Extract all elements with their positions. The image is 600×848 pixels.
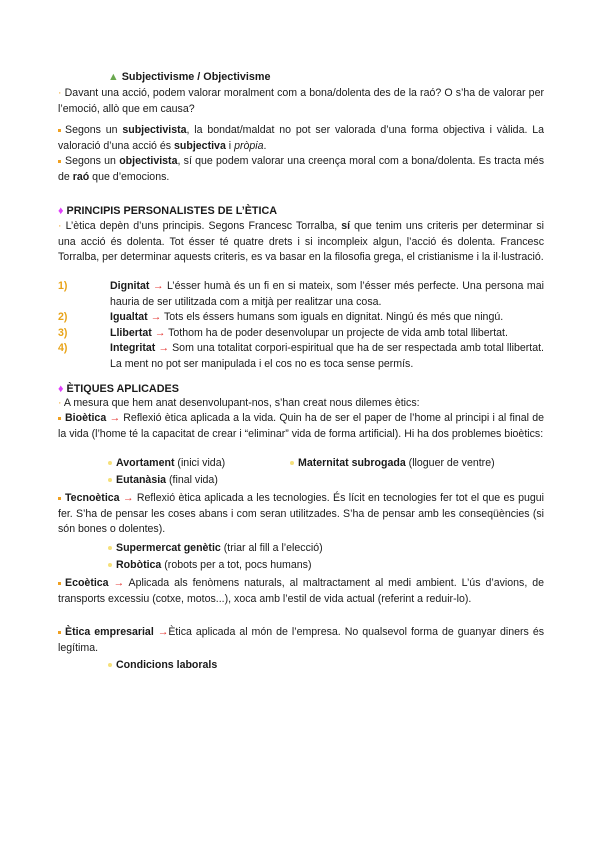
tecnoetica-paragraph: Tecnoètica → Reflexió ètica aplicada a les tecnologies. És lícit en tecnologies fer tot el que es pugui fer. S’ha de pensar les coses abans i com seran utilitzades. S’ha de pensar amb les conseqüències (si són bones o dolentes). — [58, 492, 544, 535]
principle-item: 1) Dignitat → L’ésser humà és un fi en si mateix, som l’ésser més perfecte. Una persona mai hauria de ser utilitzada com a mitjà per realitzar una cosa. — [58, 280, 544, 308]
tec-item: Robòtica (robots per a tot, pocs humans) — [108, 558, 311, 574]
principis-intro: · L’ètica depèn d’uns principis. Segons Francesc Torralba, sí que tenim uns criteris per determinar si una acció és dolenta. Tot ésser té quatre drets i si incompleix algun, l’acció és dolenta. Francesc Torralba, per determinar aquests criteris, es va basar en la filosofia grega, el cristianisme i la il·lustració. — [58, 220, 544, 263]
heading-text: PRINCIPIS PERSONALISTES DE L’ÈTICA — [66, 205, 278, 217]
subjectivist-paragraph: Segons un subjectivista, la bondat/maldat no pot ser valorada d’una forma objectiva i vàlida. La valoració d’una acció és subjectiva i pròpia. — [58, 124, 544, 152]
triangle-icon: ▲ — [108, 71, 119, 83]
bio-item: Eutanàsia (final vida) — [108, 473, 218, 489]
bioetica-paragraph: Bioètica → Reflexió ètica aplicada a la vida. Quin ha de ser el paper de l’home al principi i al final de la vida (l’home té la capacitat de crear i “eliminar” vida de forma artificial). Hi ha dos problemes bioètics: — [58, 412, 544, 440]
intro-paragraph: · Davant una acció, podem valorar moralment com a bona/dolenta des de la raó? O s’ha de valorar per l’emoció, allò que em causa? — [58, 87, 544, 115]
empresarial-paragraph: Ètica empresarial →Ètica aplicada al món de l’empresa. No qualsevol forma de guanyar diners és legítima. — [58, 626, 545, 654]
bullet-icon — [108, 563, 112, 567]
principles-list — [58, 279, 544, 372]
bullet-icon — [58, 631, 61, 634]
principle-item: 2) Igualtat → Tots els éssers humans som iguals en dignitat. Ningú és més que ningú. — [58, 311, 504, 323]
bullet-icon — [108, 546, 112, 550]
objectivist-paragraph: Segons un objectivista, sí que podem valorar una creença moral com a bona/dolenta. Es tracta més de raó que d’emocions. — [58, 155, 544, 183]
bullet-icon — [58, 582, 61, 585]
bullet-icon — [58, 160, 61, 163]
bullet-icon — [58, 497, 61, 500]
emp-item: Condicions laborals — [108, 658, 217, 674]
bullet-icon — [290, 461, 294, 465]
tec-item: Supermercat genètic (triar al fill a l’elecció) — [108, 541, 323, 557]
bullet-icon — [58, 417, 61, 420]
ecoetica-paragraph: Ecoètica → Aplicada als fenòmens naturals, al maltractament al medi ambient. L’ús d’avions, de transports excessiu (cotxe, motos...), xoca amb l’estil de vida actual (referint a reduir-lo). — [58, 577, 545, 605]
principle-item: 3) Llibertat → Tothom ha de poder desenvolupar un projecte de vida amb total llibertat. — [58, 326, 508, 339]
bullet-icon — [58, 129, 61, 132]
bio-item: Maternitat subrogada (lloguer de ventre) — [290, 456, 495, 472]
principle-item: 4) Integritat → Som una totalitat corpori-espiritual que ha de ser respectada amb total llibertat. La ment no pot ser manipulada i el cos no es toca sense permís. — [58, 342, 544, 370]
diamond-icon: ♦ — [58, 383, 64, 395]
heading-text: Subjectivisme / Objectivisme — [121, 71, 271, 83]
heading-text: ÈTIQUES APLICADES — [66, 383, 179, 395]
section-heading-principis — [58, 204, 277, 220]
bullet-icon — [108, 461, 112, 465]
bullet-icon — [108, 478, 112, 482]
bio-item: Avortament (inici vida) — [108, 456, 225, 472]
bullet-icon — [108, 663, 112, 667]
diamond-icon: ♦ — [58, 205, 64, 217]
etiques-intro: · A mesura que hem anat desenvolupant-nos, s’han creat nous dilemes ètics: — [58, 397, 420, 409]
section-heading-subjectivisme — [108, 70, 271, 86]
